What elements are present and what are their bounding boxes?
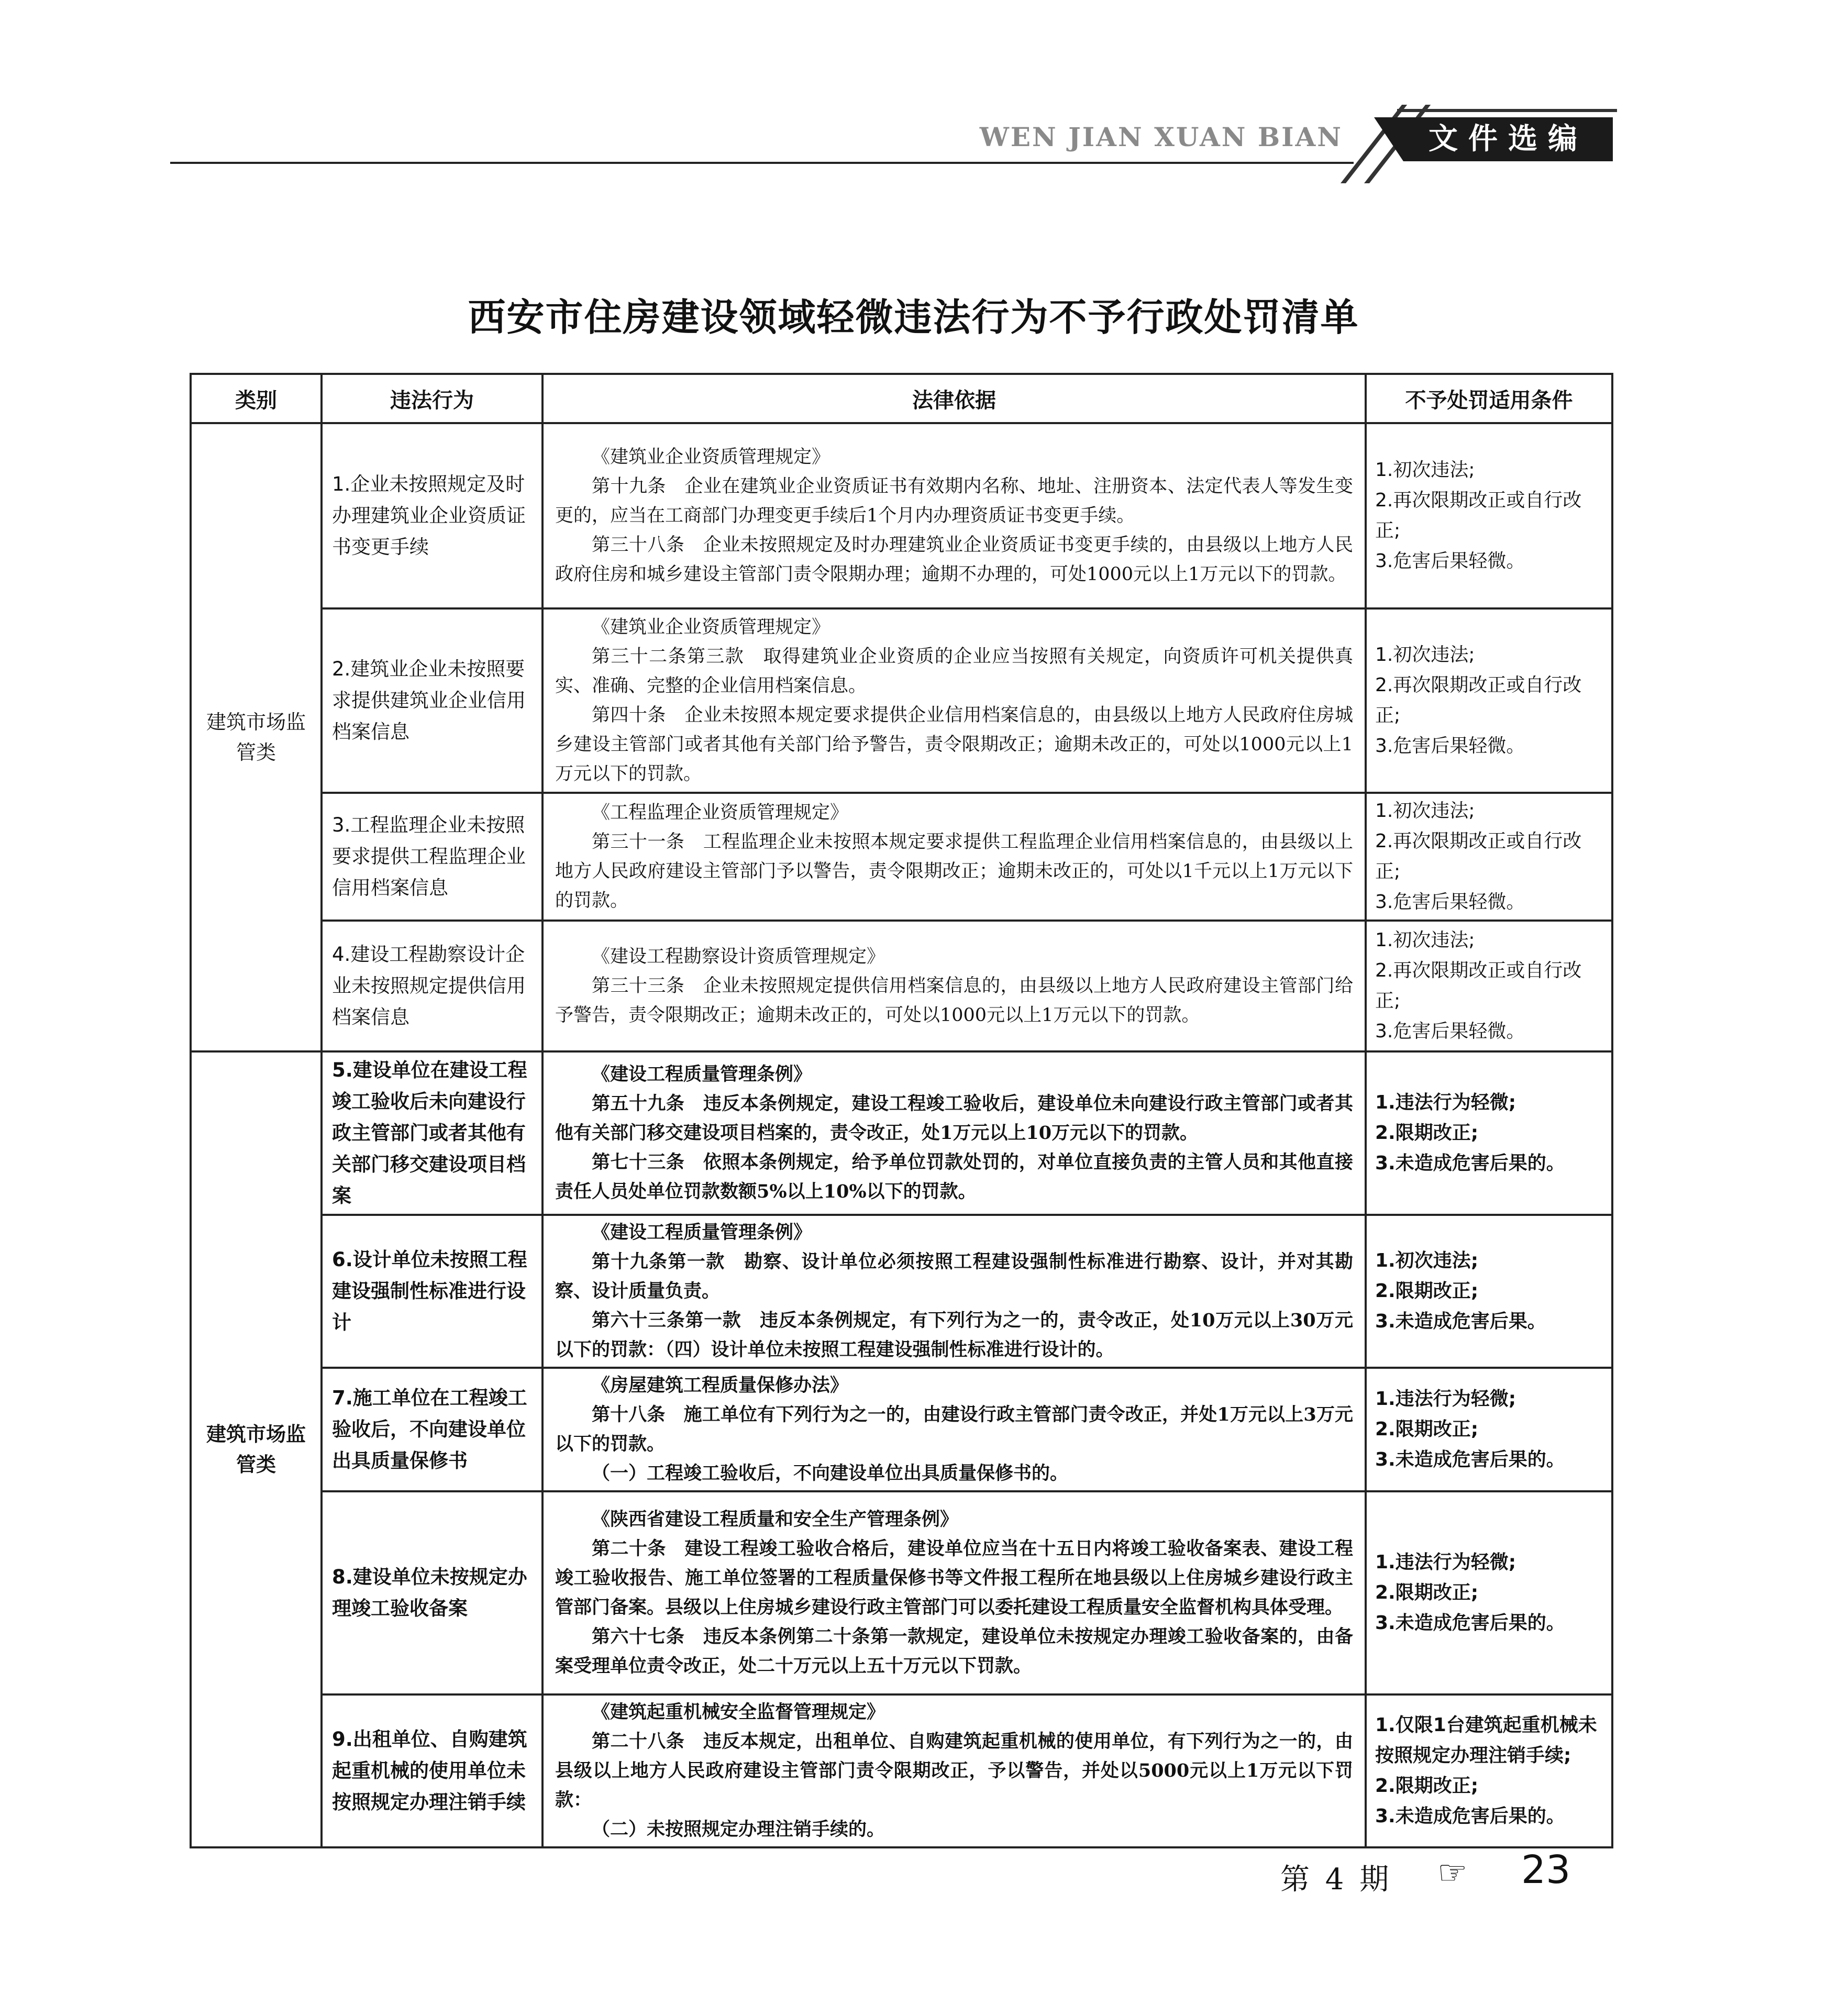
violation-act-cell: 9.出租单位、自购建筑起重机械的使用单位未按照规定办理注销手续 (322, 1694, 542, 1847)
conditions-cell (1366, 921, 1612, 1051)
violation-act-cell: 5.建设单位在建设工程竣工验收后未向建设行政主管部门或者其他有关部门移交建设项目档案 (322, 1051, 542, 1215)
condition-item: 2.再次限期改正或自行改正; (1375, 674, 1582, 726)
legal-article: （二）未按照规定办理注销手续的。 (592, 1819, 885, 1840)
legal-article: （一）工程竣工验收后，不向建设单位出具质量保修书的。 (592, 1463, 1069, 1484)
condition-item: 2.限期改正; (1375, 1775, 1479, 1797)
header-rule (170, 162, 1354, 164)
condition-item: 3.未造成危害后果的。 (1375, 1805, 1565, 1827)
conditions-cell (1366, 1491, 1612, 1694)
table-row (191, 1215, 1612, 1368)
header-top-rule (1397, 109, 1617, 112)
conditions-cell (1366, 1051, 1612, 1215)
condition-item: 3.危害后果轻微。 (1375, 550, 1525, 572)
legal-article: 第三十三条 企业未按照规定提供信用档案信息的，由县级以上地方人民政府建设主管部门给予警告，责令限期改正；逾期未改正的，可处以1000元以上1万元以下的罚款。 (555, 976, 1353, 1026)
regulation-title: 《房屋建筑工程质量保修办法》 (592, 1375, 849, 1396)
document-title: 西安市住房建设领域轻微违法行为不予行政处罚清单 (468, 295, 1359, 339)
legal-article: 第十九条第一款 勘察、设计单位必须按照工程建设强制性标准进行勘察、设计，并对其勘察、设计质量负责。 (555, 1251, 1353, 1302)
table-row (191, 793, 1612, 921)
condition-item: 1.初次违法; (1375, 1250, 1479, 1271)
condition-item: 1.违法行为轻微; (1375, 1388, 1516, 1410)
violation-act-cell: 7.施工单位在工程竣工验收后，不向建设单位出具质量保修书 (322, 1368, 542, 1491)
violation-act-cell: 8.建设单位未按规定办理竣工验收备案 (322, 1491, 542, 1694)
condition-item: 3.危害后果轻微。 (1375, 891, 1525, 913)
condition-item: 1.初次违法; (1375, 459, 1475, 481)
condition-item: 1.违法行为轻微; (1375, 1552, 1516, 1573)
violation-act-cell: 1.企业未按照规定及时办理建筑业企业资质证书变更手续 (322, 423, 542, 608)
conditions-cell (1366, 423, 1612, 608)
condition-item: 1.初次违法; (1375, 644, 1475, 666)
condition-item: 2.限期改正; (1375, 1582, 1479, 1603)
regulation-title: 《建设工程质量管理条例》 (592, 1064, 812, 1085)
legal-basis-cell (542, 423, 1366, 608)
condition-item: 3.未造成危害后果。 (1375, 1311, 1546, 1332)
page-number: 23 (1521, 1847, 1571, 1892)
regulation-title: 《工程监理企业资质管理规定》 (592, 802, 849, 823)
condition-item: 2.限期改正; (1375, 1419, 1479, 1440)
legal-basis-cell (542, 608, 1366, 793)
section-badge: 文件选编 (1403, 117, 1613, 161)
condition-item: 3.未造成危害后果的。 (1375, 1153, 1565, 1174)
table-row (191, 1694, 1612, 1847)
condition-item: 3.危害后果轻微。 (1375, 735, 1525, 757)
violation-act-cell: 6.设计单位未按照工程建设强制性标准进行设计 (322, 1215, 542, 1368)
legal-article: 第六十七条 违反本条例第二十条第一款规定，建设单位未按规定办理竣工验收备案的，由备案受理单位责令改正，处二十万元以上五十万元以下罚款。 (555, 1626, 1353, 1677)
penalty-list-table (190, 373, 1613, 1848)
column-header-basis: 法律依据 (542, 374, 1366, 423)
column-header-category: 类别 (191, 374, 322, 423)
regulation-title: 《建筑起重机械安全监督管理规定》 (592, 1701, 885, 1723)
condition-item: 1.初次违法; (1375, 929, 1475, 951)
table-row (191, 608, 1612, 793)
condition-item: 1.仅限1台建筑起重机械未按照规定办理注销手续; (1375, 1714, 1597, 1766)
violation-act-cell: 4.建设工程勘察设计企业未按照规定提供信用档案信息 (322, 921, 542, 1051)
pointing-hand-icon: ☞ (1437, 1854, 1468, 1892)
table-row (191, 1051, 1612, 1215)
regulation-title: 《建设工程质量管理条例》 (592, 1222, 812, 1243)
condition-item: 2.限期改正; (1375, 1280, 1479, 1302)
legal-basis-cell (542, 1051, 1366, 1215)
conditions-cell (1366, 793, 1612, 921)
legal-basis-cell (542, 1368, 1366, 1491)
table-row (191, 1491, 1612, 1694)
legal-article: 第三十二条第三款 取得建筑业企业资质的企业应当按照有关规定，向资质许可机关提供真实、准确、完整的企业信用档案信息。 (555, 646, 1353, 696)
legal-basis-cell (542, 1215, 1366, 1368)
legal-article: 第三十一条 工程监理企业未按照本规定要求提供工程监理企业信用档案信息的，由县级以上地方人民政府建设主管部门予以警告，责令限期改正；逾期未改正的，可处以1千元以上1万元以下的罚款。 (555, 832, 1353, 911)
condition-item: 1.初次违法; (1375, 800, 1475, 822)
issue-number: 第 4 期 (1280, 1863, 1392, 1897)
condition-item: 3.未造成危害后果的。 (1375, 1612, 1565, 1634)
column-header-act: 违法行为 (322, 374, 542, 423)
conditions-cell (1366, 1694, 1612, 1847)
regulation-title: 《建筑业企业资质管理规定》 (592, 617, 831, 638)
page-header (0, 0, 1827, 173)
legal-article: 第十八条 施工单位有下列行为之一的，由建设行政主管部门责令改正，并处1万元以上3万元以下的罚款。 (555, 1404, 1353, 1455)
condition-item: 2.限期改正; (1375, 1122, 1479, 1144)
legal-article: 第五十九条 违反本条例规定，建设工程竣工验收后，建设单位未向建设行政主管部门或者其他有关部门移交建设项目档案的，责令改正，处1万元以上10万元以下的罚款。 (555, 1093, 1353, 1144)
conditions-cell (1366, 1215, 1612, 1368)
legal-basis-cell (542, 921, 1366, 1051)
legal-article: 第四十条 企业未按照本规定要求提供企业信用档案信息的，由县级以上地方人民政府住房城乡建设主管部门或者其他有关部门给予警告，责令限期改正；逾期未改正的，可处以1000元以上1万元以下的罚款。 (555, 705, 1353, 784)
legal-article: 第六十三条第一款 违反本条例规定，有下列行为之一的，责令改正，处10万元以上30万元以下的罚款：（四）设计单位未按照工程建设强制性标准进行设计的。 (555, 1310, 1353, 1360)
table-row (191, 921, 1612, 1051)
legal-article: 第二十八条 违反本规定，出租单位、自购建筑起重机械的使用单位，有下列行为之一的，由县级以上地方人民政府建设主管部门责令限期改正，予以警告，并处以5000元以上1万元以下罚款： (555, 1731, 1353, 1811)
condition-item: 3.未造成危害后果的。 (1375, 1449, 1565, 1470)
condition-item: 2.再次限期改正或自行改正; (1375, 960, 1582, 1012)
legal-article: 第十九条 企业在建筑业企业资质证书有效期内名称、地址、注册资本、法定代表人等发生变更的，应当在工商部门办理变更手续后1个月内办理资质证书变更手续。 (555, 476, 1353, 526)
category-cell: 建筑市场监管类 (191, 423, 322, 1051)
header-pinyin: WEN JIAN XUAN BIAN (979, 121, 1343, 152)
legal-basis-cell (542, 793, 1366, 921)
regulation-title: 《陕西省建设工程质量和安全生产管理条例》 (592, 1509, 959, 1530)
table-body (191, 423, 1612, 1847)
table-header-row (191, 374, 1612, 423)
condition-item: 3.危害后果轻微。 (1375, 1021, 1525, 1042)
conditions-cell (1366, 1368, 1612, 1491)
legal-article: 第三十八条 企业未按照规定及时办理建筑业企业资质证书变更手续的，由县级以上地方人民政府住房和城乡建设主管部门责令限期办理；逾期不办理的，可处1000元以上1万元以下的罚款。 (555, 535, 1353, 585)
legal-article: 第七十三条 依照本条例规定，给予单位罚款处罚的，对单位直接负责的主管人员和其他直接责任人员处单位罚款数额5%以上10%以下的罚款。 (555, 1151, 1353, 1202)
legal-basis-cell (542, 1491, 1366, 1694)
legal-article: 第二十条 建设工程竣工验收合格后，建设单位应当在十五日内将竣工验收备案表、建设工程竣工验收报告、施工单位签署的工程质量保修书等文件报工程所在地县级以上住房城乡建设行政主管部门备案。县级以上住房城乡建设行政主管部门可以委托建设工程质量安全监督机构具体受理。 (555, 1538, 1353, 1618)
violation-act-cell: 2.建筑业企业未按照要求提供建筑业企业信用档案信息 (322, 608, 542, 793)
condition-item: 2.再次限期改正或自行改正; (1375, 490, 1582, 541)
table-row (191, 1368, 1612, 1491)
regulation-title: 《建设工程勘察设计资质管理规定》 (592, 946, 885, 967)
regulation-title: 《建筑业企业资质管理规定》 (592, 447, 831, 468)
legal-basis-cell (542, 1694, 1366, 1847)
table-row (191, 423, 1612, 608)
condition-item: 2.再次限期改正或自行改正; (1375, 830, 1582, 882)
category-cell: 建筑市场监管类 (191, 1051, 322, 1847)
violation-act-cell: 3.工程监理企业未按照要求提供工程监理企业信用档案信息 (322, 793, 542, 921)
column-header-conditions: 不予处罚适用条件 (1366, 374, 1612, 423)
conditions-cell (1366, 608, 1612, 793)
condition-item: 1.违法行为轻微; (1375, 1092, 1516, 1113)
